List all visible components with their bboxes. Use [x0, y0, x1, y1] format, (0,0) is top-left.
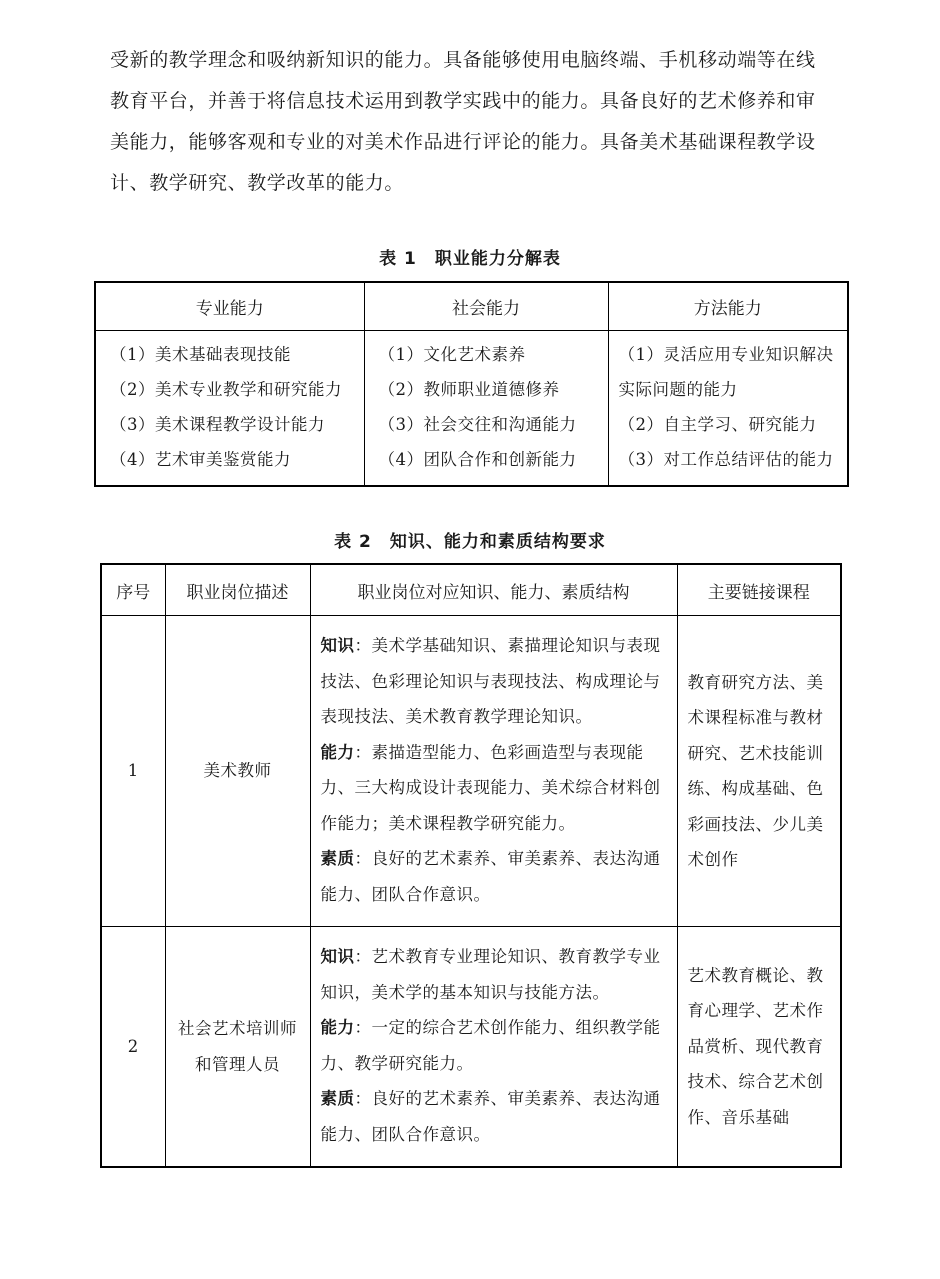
ability-text: [321, 735, 669, 842]
list-item: （4）艺术审美鉴赏能力: [110, 450, 291, 469]
social-ability-cell: [364, 331, 608, 487]
table1-header-professional: 专业能力: [95, 282, 364, 331]
quality-text: [321, 1081, 669, 1152]
list-item: （1）灵活应用专业知识解决实际问题的能力: [618, 345, 834, 399]
method-ability-cell: [608, 331, 848, 487]
table1-header-social: 社会能力: [364, 282, 608, 331]
table1-header-method: 方法能力: [608, 282, 848, 331]
knowledge-text: [321, 939, 669, 1010]
list-item: （3）社会交往和沟通能力: [378, 415, 577, 434]
row-number: 2: [101, 927, 165, 1168]
list-item: （1）文化艺术素养: [378, 345, 526, 364]
structure-description: [310, 616, 677, 927]
row-number: 1: [101, 616, 165, 927]
knowledge-text: [321, 628, 669, 735]
table2-header-num: 序号: [101, 564, 165, 616]
table1-caption: 表 1 职业能力分解表: [379, 249, 561, 269]
quality-text: [321, 841, 669, 912]
knowledge-content: ：艺术教育专业理论知识、教育教学专业知识，美术学的基本知识与技能方法。: [320, 947, 661, 1002]
table2-header-structure: 职业岗位对应知识、能力、素质结构: [310, 564, 677, 616]
position-description: 美术教师: [165, 616, 310, 927]
structure-description: [310, 927, 677, 1168]
quality-label: 素质: [320, 1089, 355, 1108]
table2-header-position: 职业岗位描述: [165, 564, 310, 616]
knowledge-label: 知识: [320, 947, 355, 966]
linked-courses: 艺术教育概论、教育心理学、艺术作品赏析、现代教育技术、综合艺术创作、音乐基础: [677, 927, 841, 1168]
ability-text: [321, 1010, 669, 1081]
intro-paragraph: 受新的教学理念和吸纳新知识的能力。具备能够使用电脑终端、手机移动端等在线教育平台，并善于将信息技术运用到教学实践中的能力。具备良好的艺术修养和审美能力，能够客观和专业的对美术作品进行评论的能力。具备美术基础课程教学设计、教学研究、教学改革的能力。: [110, 49, 816, 194]
ability-content: ：素描造型能力、色彩画造型与表现能力、三大构成设计表现能力、美术综合材料创作能力；美术课程教学研究能力。: [320, 742, 661, 833]
list-item: （3）美术课程教学设计能力: [110, 415, 325, 434]
ability-label: 能力: [320, 1018, 355, 1037]
ability-content: ：一定的综合艺术创作能力、组织教学能力、教学研究能力。: [320, 1018, 661, 1073]
table2-header-courses: 主要链接课程: [677, 564, 841, 616]
ability-breakdown-table: [94, 281, 849, 487]
quality-content: ：良好的艺术素养、审美素养、表达沟通能力、团队合作意识。: [320, 1089, 661, 1144]
table-row: [101, 927, 841, 1168]
quality-content: ：良好的艺术素养、审美素养、表达沟通能力、团队合作意识。: [320, 849, 661, 904]
knowledge-label: 知识: [320, 636, 355, 655]
table1-header-row: [95, 282, 848, 331]
list-item: （4）团队合作和创新能力: [378, 450, 577, 469]
structure-requirements-table: [100, 563, 842, 1168]
list-item: （3）对工作总结评估的能力: [618, 450, 834, 469]
knowledge-content: ：美术学基础知识、素描理论知识与表现技法、色彩理论知识与表现技法、构成理论与表现技法、美术教育教学理论知识。: [320, 636, 661, 726]
list-item: （2）美术专业教学和研究能力: [110, 380, 342, 399]
list-item: （2）自主学习、研究能力: [618, 415, 817, 434]
ability-label: 能力: [320, 742, 355, 762]
quality-label: 素质: [320, 849, 355, 868]
table-row: [101, 616, 841, 927]
list-item: （1）美术基础表现技能: [110, 345, 291, 364]
list-item: （2）教师职业道德修养: [378, 380, 560, 399]
table1-body-row: [95, 331, 848, 487]
table2-header-row: [101, 564, 841, 616]
table2-caption: 表 2 知识、能力和素质结构要求: [334, 532, 606, 552]
linked-courses: 教育研究方法、美术课程标准与教材研究、艺术技能训练、构成基础、色彩画技法、少儿美术创作: [677, 616, 841, 927]
professional-ability-cell: [95, 331, 364, 487]
position-description: 社会艺术培训师和管理人员: [165, 927, 310, 1168]
